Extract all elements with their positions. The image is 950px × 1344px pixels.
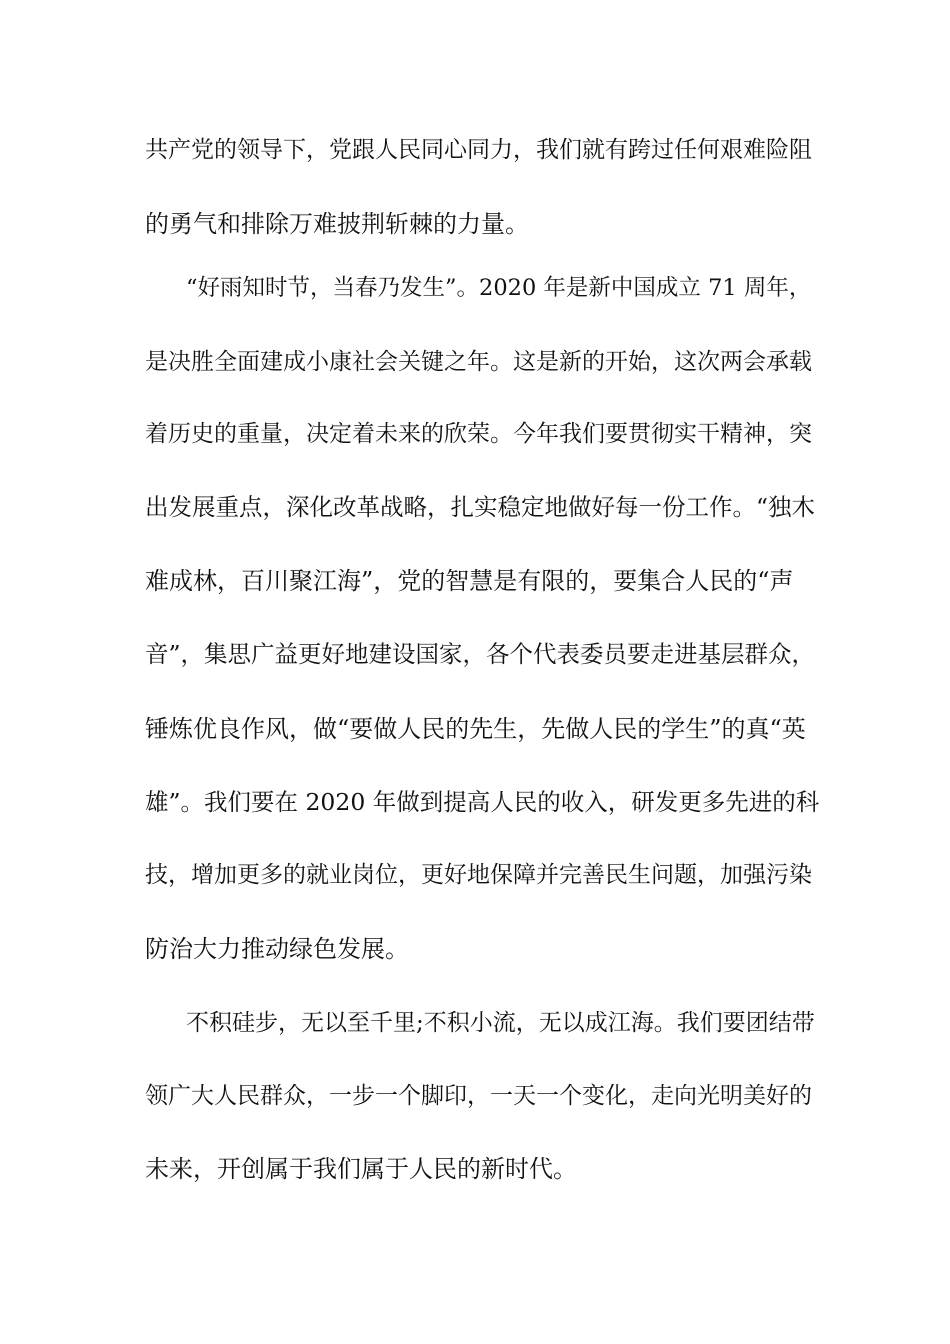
text-line: 未来，开创属于我们属于人民的新时代。 — [145, 1155, 577, 1183]
text-line: 是决胜全面建成小康社会关键之年。这是新的开始，这次两会承载 — [145, 349, 812, 375]
text-line: 领广大人民群众，一步一个脚印，一天一个变化，走向光明美好的 — [145, 1083, 812, 1109]
text-line: 共产党的领导下，党跟人民同心同力，我们就有跨过任何艰难险阻 — [145, 137, 812, 163]
text-line: 音”，集思广益更好地建设国家，各个代表委员要走进基层群众， — [145, 640, 816, 668]
text-line: 防治大力推动绿色发展。 — [145, 935, 409, 963]
text-line: 不积硅步，无以至千里;不积小流，无以成江海。我们要团结带 — [186, 1010, 815, 1036]
text-line: 雄”。我们要在 2020 年做到提高人民的收入，研发更多先进的科 — [145, 788, 820, 816]
text-line: “好雨知时节，当春乃发生”。2020 年是新中国成立 71 周年， — [186, 275, 812, 301]
text-line: 着历史的重量，决定着未来的欣荣。今年我们要贯彻实干精神，突 — [145, 421, 812, 447]
text-line: 难成林，百川聚江海”，党的智慧是有限的，要集合人民的“声 — [145, 567, 794, 595]
text-line: 的勇气和排除万难披荆斩棘的力量。 — [145, 210, 529, 238]
text-line: 锤炼优良作风，做“要做人民的先生，先做人民的学生”的真“英 — [145, 715, 806, 743]
text-line: 技，增加更多的就业岗位，更好地保障并完善民生问题，加强污染 — [145, 862, 812, 888]
text-line: 出发展重点，深化改革战略，扎实稳定地做好每一份工作。“独木 — [145, 493, 816, 521]
